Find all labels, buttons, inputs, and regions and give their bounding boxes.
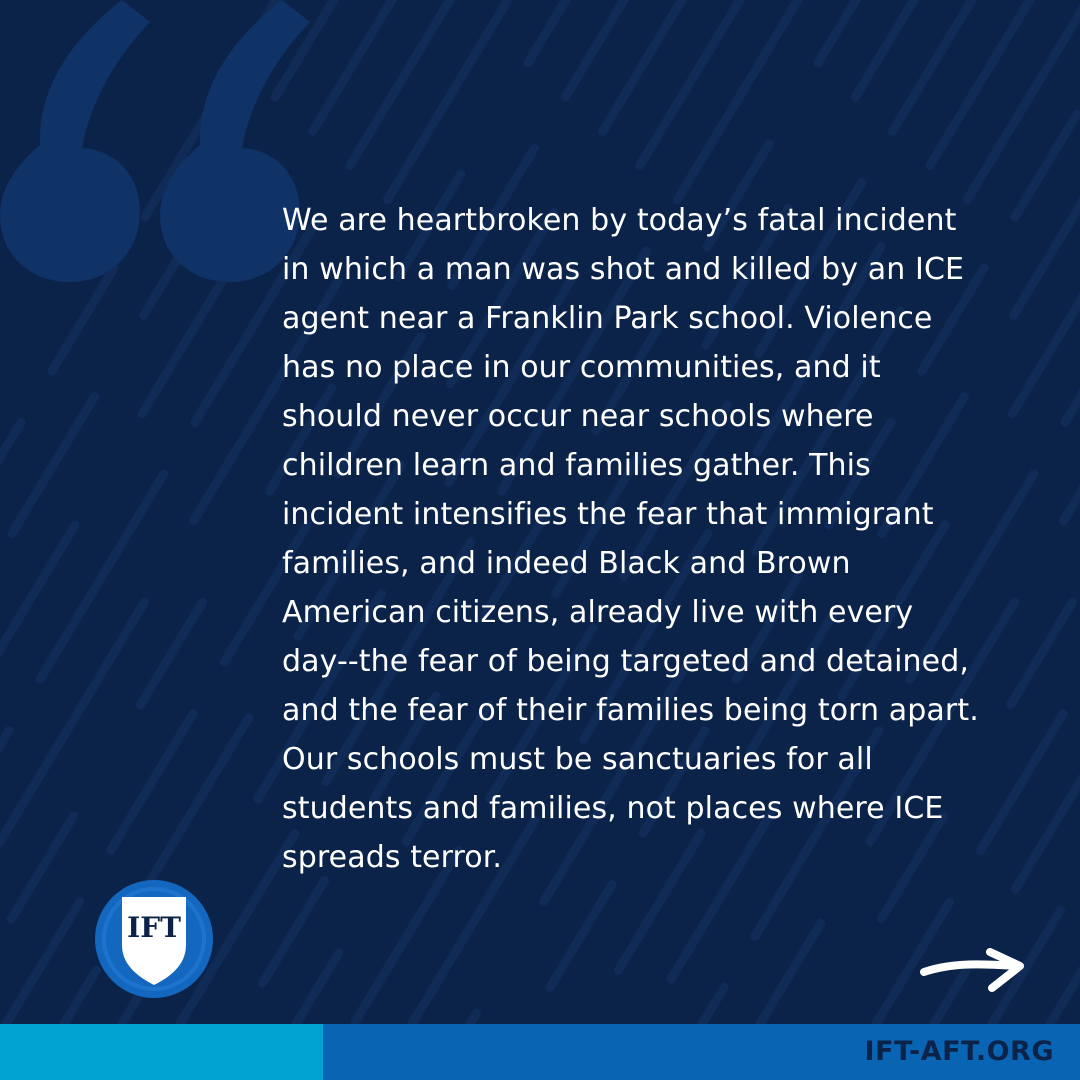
arrow-shaft (924, 964, 1018, 972)
next-arrow-icon[interactable] (918, 948, 1028, 998)
statement-quote-text: We are heartbroken by today’s fatal incident in which a man was shot and killed by an ICE agent near a Franklin Park school. Violence has no place in our communities, and it should never occur near schools where children learn and families gather. This incident intensifies the fear that immigrant families, and indeed Black and Brown American citizens, already live with every day--the fear of being targeted and detained, and the fear of their families being torn apart. Our schools must be sanctuaries for all students and families, not places where ICE spreads terror. (282, 203, 979, 875)
footer-accent-block (0, 1024, 323, 1080)
footer-bar (0, 1024, 1080, 1080)
website-url[interactable]: IFT-AFT.ORG (864, 1036, 1054, 1067)
logo-text: IFT (127, 911, 181, 944)
quotation-mark-left-glyph (0, 0, 150, 282)
arrow-head (990, 952, 1020, 988)
diagonal-stripe (992, 0, 1080, 1080)
ift-logo (94, 879, 214, 999)
footer-url-block (323, 1024, 1080, 1080)
